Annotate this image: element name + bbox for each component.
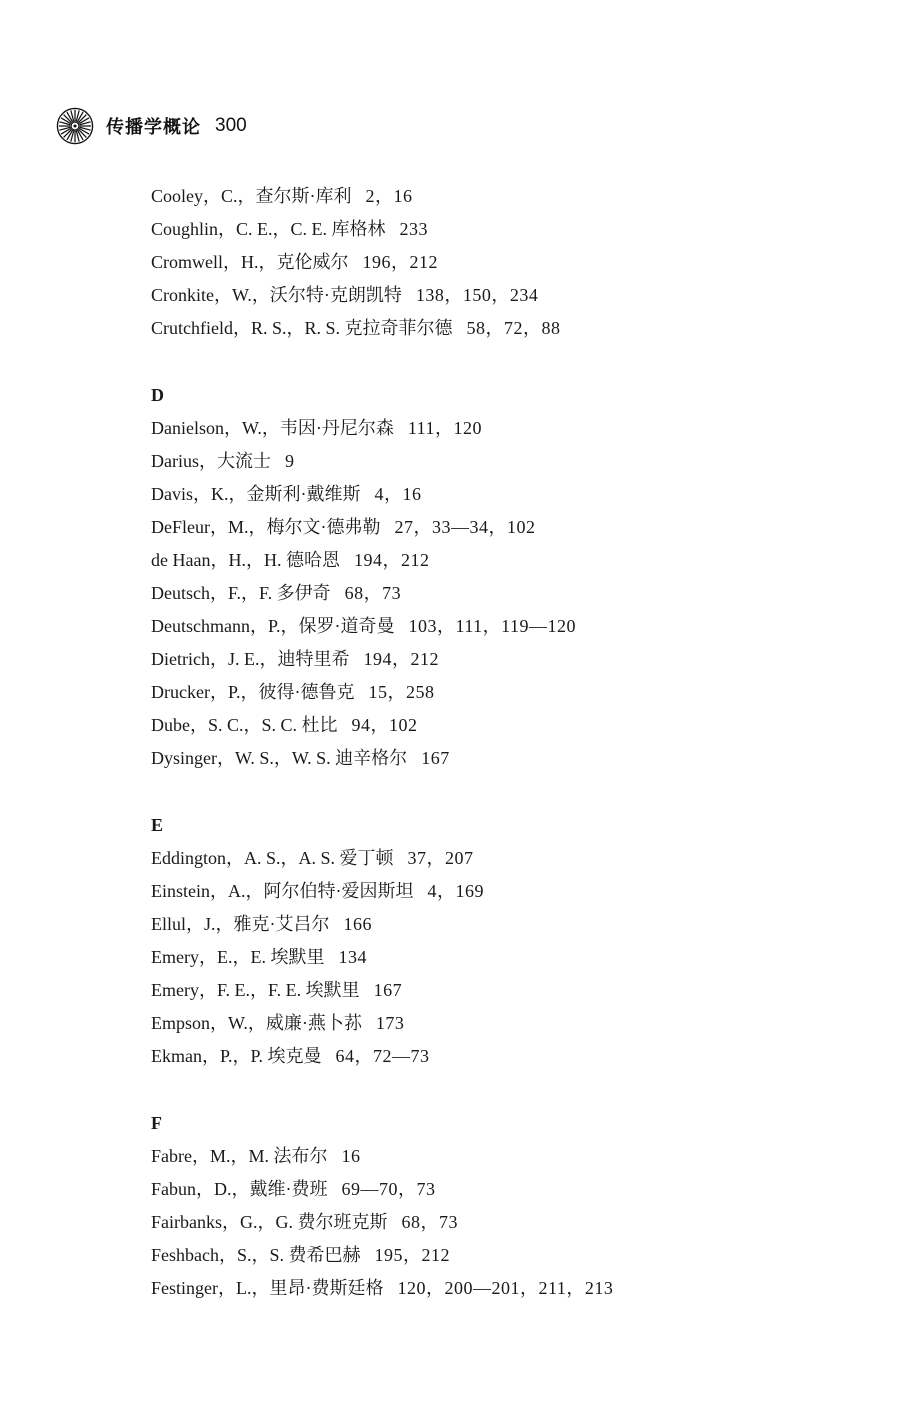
index-entry bbox=[151, 478, 851, 511]
index-entry bbox=[151, 577, 851, 610]
entry-name: DeFleur，M.，梅尔文·德弗勒 bbox=[151, 517, 381, 537]
index-letter-heading: F bbox=[151, 1113, 162, 1133]
index-entry bbox=[151, 312, 851, 345]
entry-name: de Haan，H.，H. 德哈恩 bbox=[151, 550, 340, 570]
index-entry bbox=[151, 1206, 851, 1239]
index-entry bbox=[151, 412, 851, 445]
entry-name: Eddington，A. S.，A. S. 爱丁顿 bbox=[151, 848, 394, 868]
entry-page-refs: 194，212 bbox=[363, 649, 439, 669]
entry-page-refs: 94，102 bbox=[351, 715, 418, 735]
index-entry bbox=[151, 610, 851, 643]
entry-name: Festinger，L.，里昂·费斯廷格 bbox=[151, 1278, 384, 1298]
entry-page-refs: 103，111，119—120 bbox=[408, 616, 576, 636]
entry-name: Emery，F. E.，F. E. 埃默里 bbox=[151, 980, 360, 1000]
entry-page-refs: 16 bbox=[341, 1146, 361, 1166]
entry-name: Dysinger，W. S.，W. S. 迪辛格尔 bbox=[151, 748, 408, 768]
index-entry bbox=[151, 180, 851, 213]
index-entry bbox=[151, 1007, 851, 1040]
entry-name: Cooley，C.，查尔斯·库利 bbox=[151, 186, 352, 206]
entry-page-refs: 120，200—201，211，213 bbox=[397, 1278, 614, 1298]
index-entry bbox=[151, 445, 851, 478]
entry-name: Cromwell，H.，克伦威尔 bbox=[151, 252, 349, 272]
entry-page-refs: 68，73 bbox=[344, 583, 402, 603]
entry-page-refs: 173 bbox=[375, 1013, 405, 1033]
entry-name: Deutschmann，P.，保罗·道奇曼 bbox=[151, 616, 395, 636]
entry-page-refs: 138，150，234 bbox=[415, 285, 539, 305]
entry-page-refs: 167 bbox=[421, 748, 450, 768]
entry-page-refs: 15，258 bbox=[368, 682, 435, 702]
index-entry bbox=[151, 1173, 851, 1206]
entry-page-refs: 166 bbox=[343, 914, 372, 934]
entry-page-refs: 134 bbox=[338, 947, 367, 967]
entry-page-refs: 4，16 bbox=[374, 484, 422, 504]
entry-name: Fabre，M.，M. 法布尔 bbox=[151, 1146, 328, 1166]
index-entry bbox=[151, 709, 851, 742]
page-number: 300 bbox=[215, 115, 247, 136]
entry-name: Crutchfield，R. S.，R. S. 克拉奇菲尔德 bbox=[151, 318, 453, 338]
entry-page-refs: 9 bbox=[285, 451, 295, 471]
entry-name: Einstein，A.，阿尔伯特·爱因斯坦 bbox=[151, 881, 414, 901]
running-header bbox=[56, 104, 247, 148]
entry-page-refs: 233 bbox=[399, 219, 429, 239]
entry-page-refs: 4，169 bbox=[427, 881, 484, 901]
entry-name: Dube，S. C.，S. C. 杜比 bbox=[151, 715, 338, 735]
entry-name: Empson，W.，威廉·燕卜荪 bbox=[151, 1013, 362, 1033]
entry-page-refs: 37，207 bbox=[407, 848, 474, 868]
index-letter-heading: E bbox=[151, 815, 164, 835]
entry-name: Coughlin，C. E.，C. E. 库格林 bbox=[151, 219, 386, 239]
entry-name: Feshbach，S.，S. 费希巴赫 bbox=[151, 1245, 361, 1265]
index-letter-heading: D bbox=[151, 385, 164, 405]
entry-name: Danielson，W.，韦因·丹尼尔森 bbox=[151, 418, 394, 438]
index-entry bbox=[151, 246, 851, 279]
entry-page-refs: 68，73 bbox=[401, 1212, 458, 1232]
entry-page-refs: 27，33—34，102 bbox=[394, 517, 536, 537]
index-entry bbox=[151, 875, 851, 908]
index-entry bbox=[151, 643, 851, 676]
entry-page-refs: 196，212 bbox=[362, 252, 438, 272]
entry-name: Ekman，P.，P. 埃克曼 bbox=[151, 1046, 322, 1066]
name-index bbox=[151, 180, 851, 1305]
index-entry bbox=[151, 213, 851, 246]
index-entry bbox=[151, 742, 851, 775]
entry-name: Dietrich，J. E.，迪特里希 bbox=[151, 649, 350, 669]
entry-name: Drucker，P.，彼得·德鲁克 bbox=[151, 682, 355, 702]
index-entry bbox=[151, 279, 851, 312]
entry-page-refs: 58，72，88 bbox=[466, 318, 561, 338]
index-entry bbox=[151, 842, 851, 875]
index-entry bbox=[151, 1272, 851, 1305]
entry-name: Darius，大流士 bbox=[151, 451, 271, 471]
entry-name: Davis，K.，金斯利·戴维斯 bbox=[151, 484, 361, 504]
index-entry bbox=[151, 544, 851, 577]
entry-name: Cronkite，W.，沃尔特·克朗凯特 bbox=[151, 285, 402, 305]
index-entry bbox=[151, 974, 851, 1007]
book-title: 传播学概论 bbox=[106, 117, 201, 138]
index-entry bbox=[151, 1040, 851, 1073]
entry-page-refs: 64，72—73 bbox=[335, 1046, 430, 1066]
entry-name: Deutsch，F.，F. 多伊奇 bbox=[151, 583, 331, 603]
index-entry bbox=[151, 941, 851, 974]
entry-name: Ellul，J.，雅克·艾吕尔 bbox=[151, 914, 330, 934]
entry-page-refs: 69—70，73 bbox=[341, 1179, 436, 1199]
entry-name: Emery，E.，E. 埃默里 bbox=[151, 947, 325, 967]
entry-page-refs: 167 bbox=[373, 980, 403, 1000]
index-entry bbox=[151, 1239, 851, 1272]
index-entry bbox=[151, 908, 851, 941]
chrysanthemum-emblem-icon bbox=[56, 107, 94, 145]
entry-page-refs: 111，120 bbox=[407, 418, 482, 438]
entry-name: Fairbanks，G.，G. 费尔班克斯 bbox=[151, 1212, 388, 1232]
entry-page-refs: 2，16 bbox=[365, 186, 413, 206]
entry-name: Fabun，D.，戴维·费班 bbox=[151, 1179, 328, 1199]
entry-page-refs: 195，212 bbox=[374, 1245, 451, 1265]
index-entry bbox=[151, 511, 851, 544]
index-entry bbox=[151, 676, 851, 709]
index-entry bbox=[151, 1140, 851, 1173]
entry-page-refs: 194，212 bbox=[353, 550, 430, 570]
